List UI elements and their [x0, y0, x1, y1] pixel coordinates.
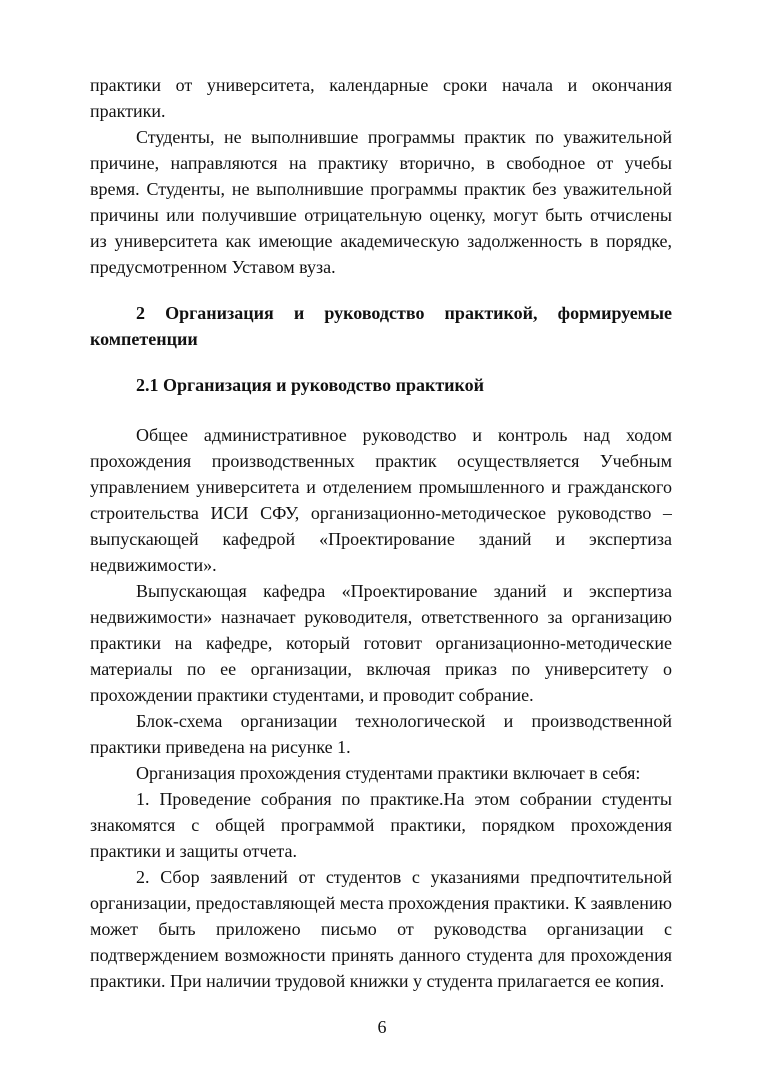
list-item-line: может быть приложено письмо от руководства организации с — [90, 919, 672, 939]
paragraph-line: выпускающей кафедрой «Проектирование зданий и экспертиза — [90, 529, 672, 549]
list-item-line: практики и защиты отчета. — [90, 841, 297, 861]
section-heading: 2 Организация и руководство практикой, формируемые — [136, 303, 672, 323]
paragraph-line: Организация прохождения студентами практики включает в себя: — [136, 763, 641, 783]
list-item-line: практики. При наличии трудовой книжки у студента прилагается ее копия. — [90, 971, 665, 991]
page-number: 6 — [377, 1017, 387, 1037]
paragraph-line: недвижимости». — [90, 555, 217, 575]
paragraph-line: Общее административное руководство и контроль над ходом — [136, 425, 672, 445]
paragraph-line: предусмотренном Уставом вуза. — [90, 257, 336, 277]
list-item-line: организации, предоставляющей места прохождения практики. К заявлению — [90, 893, 672, 913]
paragraph-line: Блок-схема организации технологической и производственной — [136, 711, 672, 731]
paragraph-line: практики от университета, календарные сроки начала и окончания — [90, 75, 672, 95]
paragraph-line: практики на кафедре, который готовит организационно-методические — [90, 633, 672, 653]
paragraph-line: время. Студенты, не выполнившие программы практик без уважительной — [90, 179, 672, 199]
paragraph-line: управлением университета и отделением промышленного и гражданского — [90, 477, 672, 497]
paragraph-line: материалы по ее организации, включая приказ по университету о — [90, 659, 672, 679]
subsection-heading: 2.1 Организация и руководство практикой — [136, 375, 485, 395]
paragraph-line: причине, направляются на практику вторично, в свободное от учебы — [90, 153, 672, 173]
list-item-line: 2. Сбор заявлений от студентов с указаниями предпочтительной — [136, 867, 672, 887]
paragraph-line: прохождении практики студентами, и проводит собрание. — [90, 685, 534, 705]
list-item-line: знакомятся с общей программой практики, порядком прохождения — [90, 815, 672, 835]
paragraph-line: из университета как имеющие академическую задолженность в порядке, — [90, 231, 672, 251]
paragraph-line: недвижимости» назначает руководителя, ответственного за организацию — [90, 607, 672, 627]
paragraph-line: прохождения производственных практик осуществляется Учебным — [90, 451, 672, 471]
paragraph-line: Выпускающая кафедра «Проектирование зданий и экспертиза — [136, 581, 672, 601]
list-item-line: 1. Проведение собрания по практике.На этом собрании студенты — [136, 789, 672, 809]
paragraph-line: строительства ИСИ СФУ, организационно-методическое руководство – — [90, 503, 672, 523]
paragraph-line: причины или получившие отрицательную оценку, могут быть отчислены — [90, 205, 672, 225]
section-heading: компетенции — [90, 329, 198, 349]
paragraph-line: практики. — [90, 101, 166, 121]
list-item-line: подтверждением возможности принять данного студента для прохождения — [90, 945, 672, 965]
paragraph-line: Студенты, не выполнившие программы практик по уважительной — [136, 127, 672, 147]
paragraph-line: практики приведена на рисунке 1. — [90, 737, 351, 757]
